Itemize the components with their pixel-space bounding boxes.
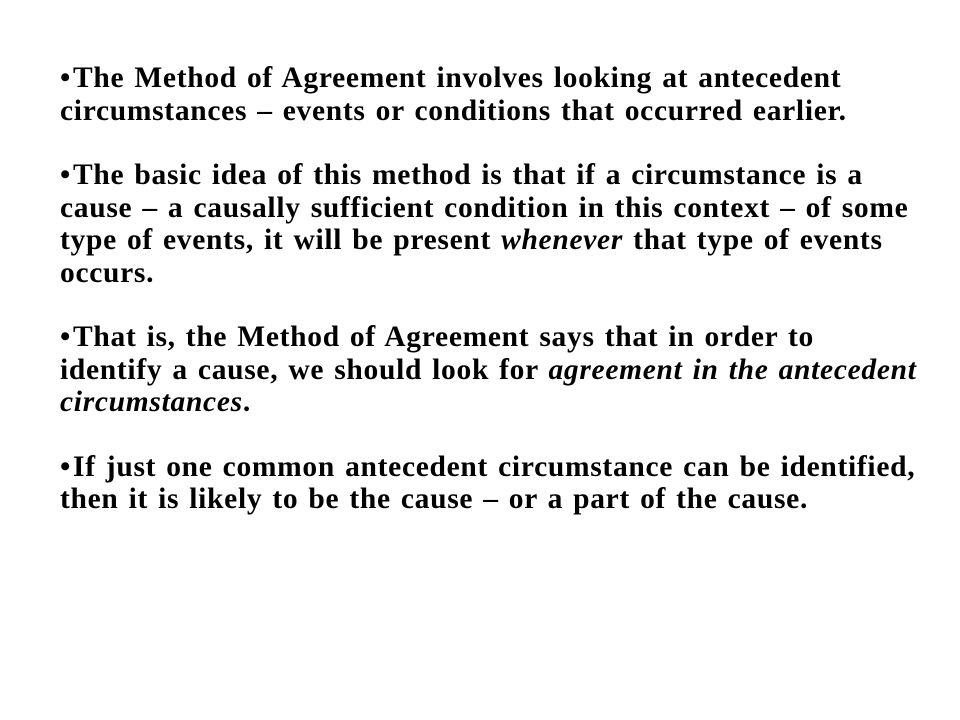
bullet-emphasis-text: whenever bbox=[501, 224, 624, 256]
bullet-text: The Method of Agreement involves looking at antecedent circumstances – events or conditions that occurred earlier. bbox=[60, 62, 847, 127]
bullet-marker: • bbox=[60, 159, 72, 191]
bullet-text: That is, the Method of Agreement says that in order to identify a cause, we should look for bbox=[60, 321, 814, 386]
bullet-text: The basic idea of this method is that if a circumstance is a cause – a causally sufficient condition in this context – of some type of events, it will be present bbox=[60, 159, 909, 256]
bullet-that-is bbox=[60, 321, 920, 419]
bullet-marker: • bbox=[60, 62, 72, 94]
bullet-if-just-one bbox=[60, 451, 920, 516]
bullet-emphasis-text: agreement in the antecedent circumstances bbox=[60, 353, 917, 418]
bullet-text: . bbox=[242, 386, 251, 418]
bullet-basic-idea bbox=[60, 159, 920, 289]
bullet-marker: • bbox=[60, 450, 72, 483]
bullet-marker: • bbox=[60, 321, 72, 353]
bullet-text: that type of events occurs. bbox=[60, 224, 883, 289]
bullet-list bbox=[60, 62, 920, 548]
bullet-text: If just one common antecedent circumstance can be identified, then it is likely to be the cause – or a part of the cause. bbox=[60, 450, 916, 515]
bullet-method-of-agreement bbox=[60, 62, 920, 127]
